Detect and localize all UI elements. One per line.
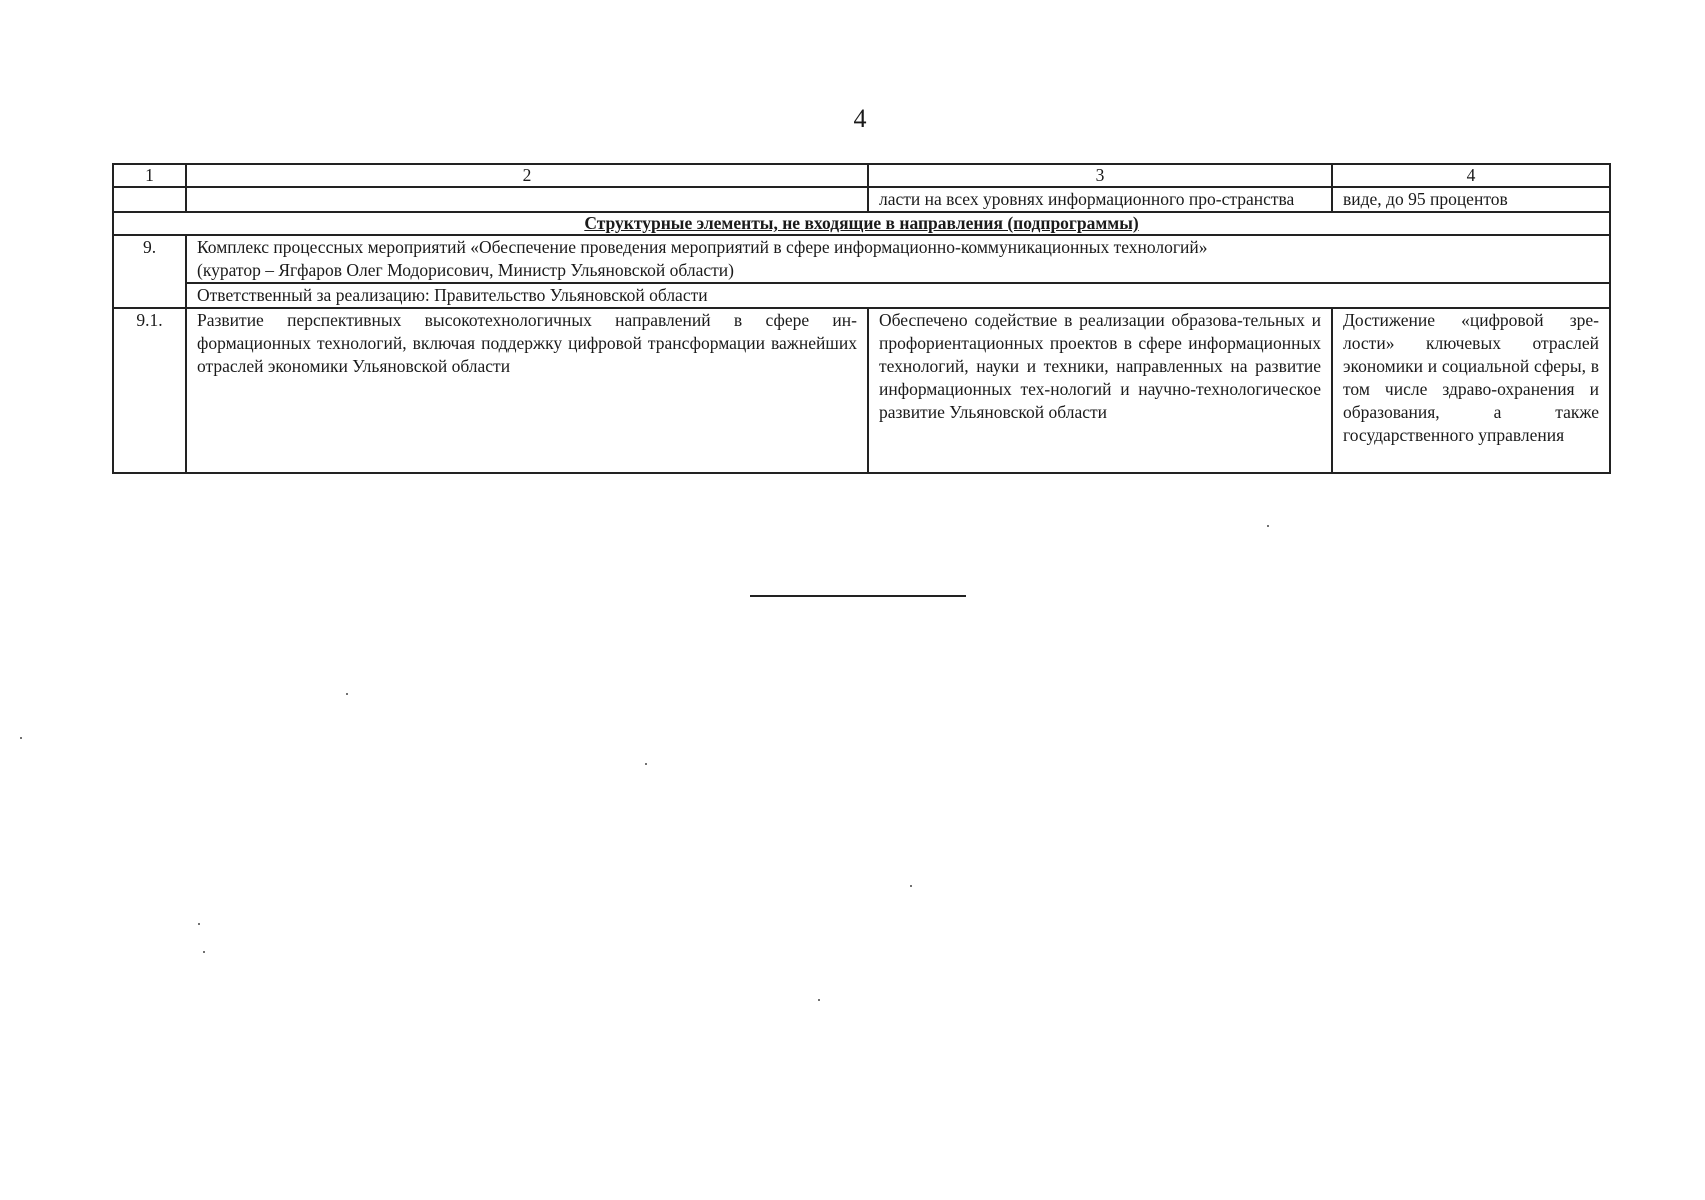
item-9-1-description: Развитие перспективных высокотехнологичных направлений в сфере ин-формационных технологий, включая поддержку цифровой трансформации важнейших отраслей экономики Ульяновской области (186, 308, 868, 473)
scan-speck (1267, 525, 1269, 527)
column-header-4: 4 (1332, 164, 1610, 187)
section-title-row (113, 212, 1610, 235)
end-separator-line (750, 595, 966, 597)
continuation-cell-3: ласти на всех уровнях информационного про-странства (868, 187, 1332, 212)
continuation-cell-1 (113, 187, 186, 212)
column-header-1: 1 (113, 164, 186, 187)
continuation-cell-4: виде, до 95 процентов (1332, 187, 1610, 212)
item-9-title (186, 235, 1610, 283)
scan-speck (346, 693, 348, 695)
item-9-title-line-1: Комплекс процессных мероприятий «Обеспечение проведения мероприятий в сфере информационно-коммуникационных технологий» (197, 237, 1208, 257)
scan-speck (203, 951, 205, 953)
scan-speck (818, 999, 820, 1001)
column-header-2: 2 (186, 164, 868, 187)
item-9-1-result: Обеспечено содействие в реализации образова-тельных и профориентационных проектов в сфере информационных технологий, науки и техники, направленных на развитие информационных тех-нологий и научно-технологическое развитие Ульяновской области (868, 308, 1332, 473)
column-header-3: 3 (868, 164, 1332, 187)
item-9-1-effect: Достижение «цифровой зре-лости» ключевых отраслей экономики и социальной сферы, в том числе здраво-охранения и образования, а также государственного управления (1332, 308, 1610, 473)
page-number: 4 (853, 104, 867, 133)
scan-speck (198, 923, 200, 925)
activities-table (112, 163, 1611, 474)
item-9-1-row (113, 308, 1610, 473)
item-9-responsible: Ответственный за реализацию: Правительство Ульяновской области (186, 283, 1610, 308)
item-9-1-number: 9.1. (113, 308, 186, 473)
item-9-title-line-2: (куратор – Ягфаров Олег Модорисович, Министр Ульяновской области) (197, 260, 734, 280)
scan-speck (20, 737, 22, 739)
column-number-header-row (113, 164, 1610, 187)
scan-speck (910, 885, 912, 887)
item-9-row (113, 235, 1610, 283)
section-title: Структурные элементы, не входящие в направления (подпрограммы) (113, 212, 1610, 235)
continuation-row (113, 187, 1610, 212)
continuation-cell-2 (186, 187, 868, 212)
item-9-responsible-row (113, 283, 1610, 308)
item-9-number: 9. (113, 235, 186, 308)
scan-speck (645, 763, 647, 765)
